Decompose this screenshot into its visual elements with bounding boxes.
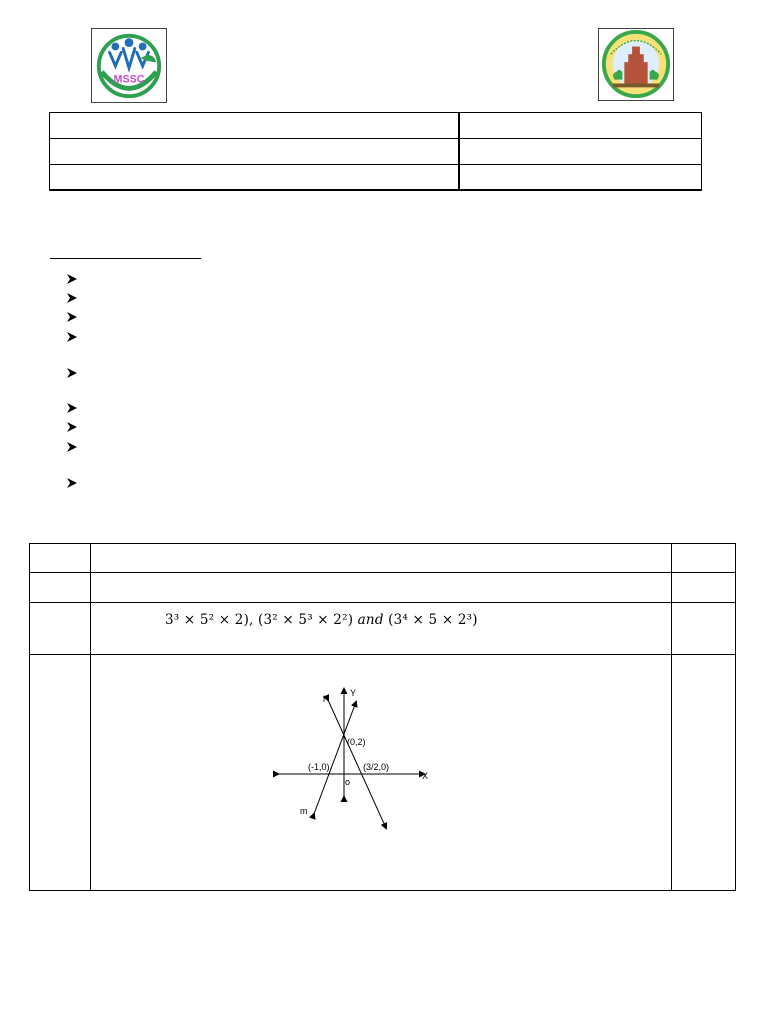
line-m-label: m: [300, 806, 308, 816]
arrowhead-bullet-icon: [66, 441, 78, 453]
table-cell: [91, 573, 672, 603]
header-row: [50, 165, 702, 191]
linear-equations-graph: [268, 684, 438, 834]
arrowhead-bullet-icon: [66, 402, 78, 414]
pos-x-intercept-label: (3/2,0): [363, 762, 390, 772]
table-cell: [91, 603, 672, 655]
header-cell: [459, 113, 702, 139]
school-logo-right: [598, 28, 674, 101]
line-l: [314, 702, 356, 814]
table-cell: [672, 655, 736, 891]
mssc-logo-icon: [92, 29, 166, 102]
section-heading-underline: [50, 258, 201, 259]
table-cell: [30, 603, 91, 655]
arrowhead-bullet-icon: [66, 421, 78, 433]
header-info-table: [49, 112, 702, 191]
header-cell: [459, 165, 702, 191]
svg-text:MSSC: MSSC: [113, 73, 145, 86]
expression-part-1: 3³ × 5² × 2),: [165, 612, 254, 628]
header-cell: [50, 113, 460, 139]
table-cell: [672, 544, 736, 573]
table-cell: [30, 655, 91, 891]
table-row: [30, 573, 736, 603]
expression-connector: and: [357, 612, 384, 628]
header-row: [50, 139, 702, 165]
arrowhead-bullet-icon: [66, 292, 78, 304]
table-row: [30, 603, 736, 655]
neg-x-intercept-label: (-1,0): [308, 762, 330, 772]
y-axis-label: Y: [350, 688, 357, 698]
table-cell: [30, 544, 91, 573]
header-cell: [50, 165, 460, 191]
school-logo-left: [91, 28, 167, 103]
table-cell: [672, 573, 736, 603]
line-l-label: l: [323, 694, 325, 704]
x-axis-label: X: [422, 771, 429, 781]
header-cell: [459, 139, 702, 165]
header-cell: [50, 139, 460, 165]
y-intercept-label: (0,2): [347, 737, 366, 747]
arrowhead-bullet-icon: [66, 311, 78, 323]
expression-part-3: (3⁴ × 5 × 2³): [388, 612, 478, 628]
arrowhead-bullet-icon: [66, 477, 78, 489]
header-row: [50, 113, 702, 139]
factorization-expression: [165, 612, 478, 628]
table-cell: [91, 544, 672, 573]
expression-part-2: (3² × 5³ × 2²): [258, 612, 354, 628]
arrowhead-bullet-icon: [66, 273, 78, 285]
origin-label: o: [345, 777, 351, 787]
temple-logo-icon: [599, 29, 673, 100]
table-cell: [30, 573, 91, 603]
arrowhead-bullet-icon: [66, 331, 78, 343]
table-row: [30, 544, 736, 573]
arrowhead-bullet-icon: [66, 367, 78, 379]
table-cell: [672, 603, 736, 655]
